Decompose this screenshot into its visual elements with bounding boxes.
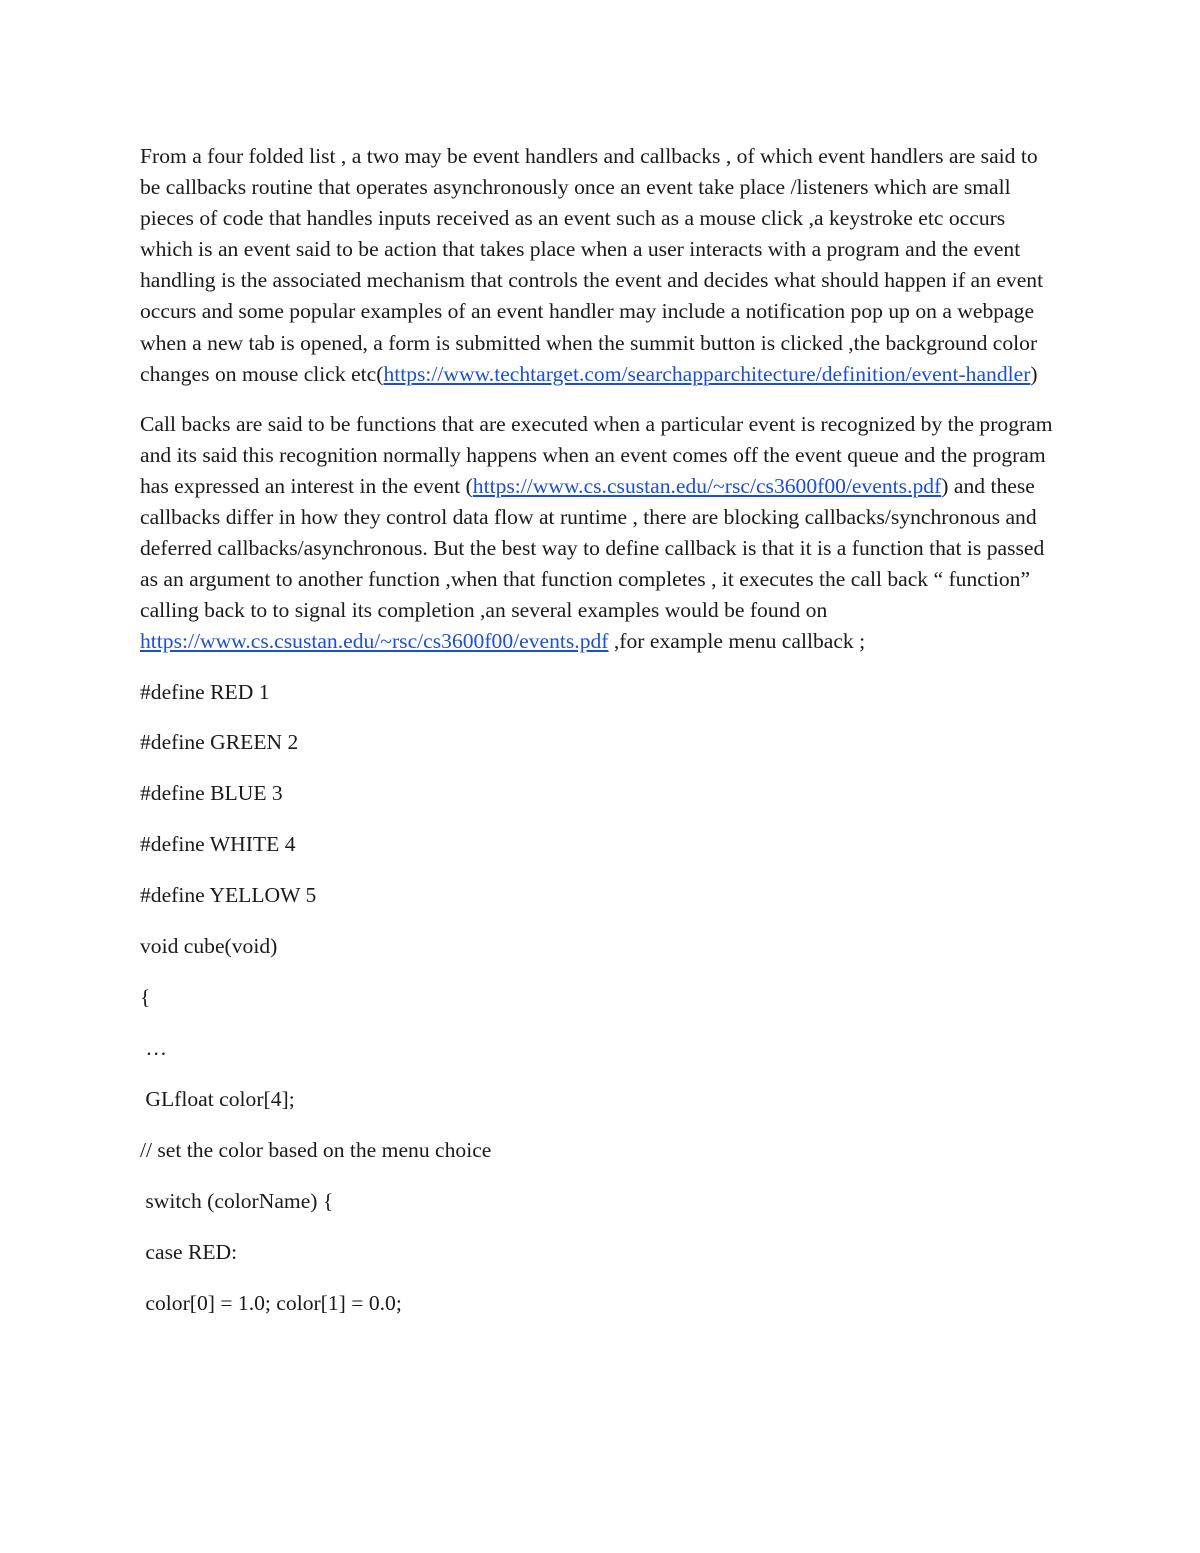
paragraph-text: Call backs are said to be functions that are executed when a particular event is recognized by the program and its said this recognition normally happens when an event comes off the event queue and the program has expressed an interest in the event ( bbox=[140, 411, 1053, 498]
code-line-color-array: GLfloat color[4]; bbox=[140, 1087, 295, 1112]
paragraph-text: ) and these callbacks differ in how they control data flow at runtime , there are blocking callbacks/synchronous and deferred callbacks/asynchronous. But the best way to define callback is that it is a function that is passed as an argument to another function ,when that function completes , it executes the call back “ function” calling back to to signal its completion ,an several examples would be found on bbox=[140, 473, 1045, 623]
code-line-define-red: #define RED 1 bbox=[140, 679, 270, 704]
code-line-define-blue: #define BLUE 3 bbox=[140, 781, 283, 806]
paragraph-text: From a four folded list , a two may be event handlers and callbacks , of which event handlers are said to be callbacks routine that operates asynchronously once an event take place /listeners which are small pieces of code that handles inputs received as an event such as a mouse click ,a keystroke etc occurs which is an event said to be action that takes place when a user interacts with a program and the event handling is the associated mechanism that controls the event and decides what should happen if an event occurs and some popular examples of an event handler may include a notification pop up on a webpage when a new tab is opened, a form is submitted when the summit button is clicked ,the background color changes on mouse click etc( bbox=[140, 144, 1044, 386]
code-line-ellipsis: … bbox=[140, 1036, 167, 1061]
code-line-define-green: #define GREEN 2 bbox=[140, 730, 299, 755]
code-line-define-white: #define WHITE 4 bbox=[140, 832, 296, 857]
paragraph-callbacks bbox=[140, 409, 1060, 658]
techtarget-link[interactable]: https://www.techtarget.com/searchapparchitecture/definition/event-handler bbox=[383, 361, 1031, 386]
code-line-case-red: case RED: bbox=[140, 1240, 238, 1265]
code-line-function-signature: void cube(void) bbox=[140, 934, 278, 959]
code-line-open-brace: { bbox=[140, 985, 151, 1010]
paragraph-text: ,for example menu callback ; bbox=[608, 629, 866, 654]
code-line-define-yellow: #define YELLOW 5 bbox=[140, 883, 317, 908]
csustan-events-link[interactable]: https://www.cs.csustan.edu/~rsc/cs3600f00/events.pdf bbox=[472, 473, 942, 498]
csustan-events-link-2[interactable]: https://www.cs.csustan.edu/~rsc/cs3600f00/events.pdf bbox=[140, 629, 609, 654]
code-line-color-assign: color[0] = 1.0; color[1] = 0.0; bbox=[140, 1291, 402, 1316]
code-line-switch: switch (colorName) { bbox=[140, 1189, 334, 1214]
code-line-comment: // set the color based on the menu choice bbox=[140, 1138, 492, 1163]
document-body bbox=[140, 141, 1060, 1339]
paragraph-text: ) bbox=[1030, 361, 1038, 386]
paragraph-event-handlers bbox=[140, 141, 1060, 390]
